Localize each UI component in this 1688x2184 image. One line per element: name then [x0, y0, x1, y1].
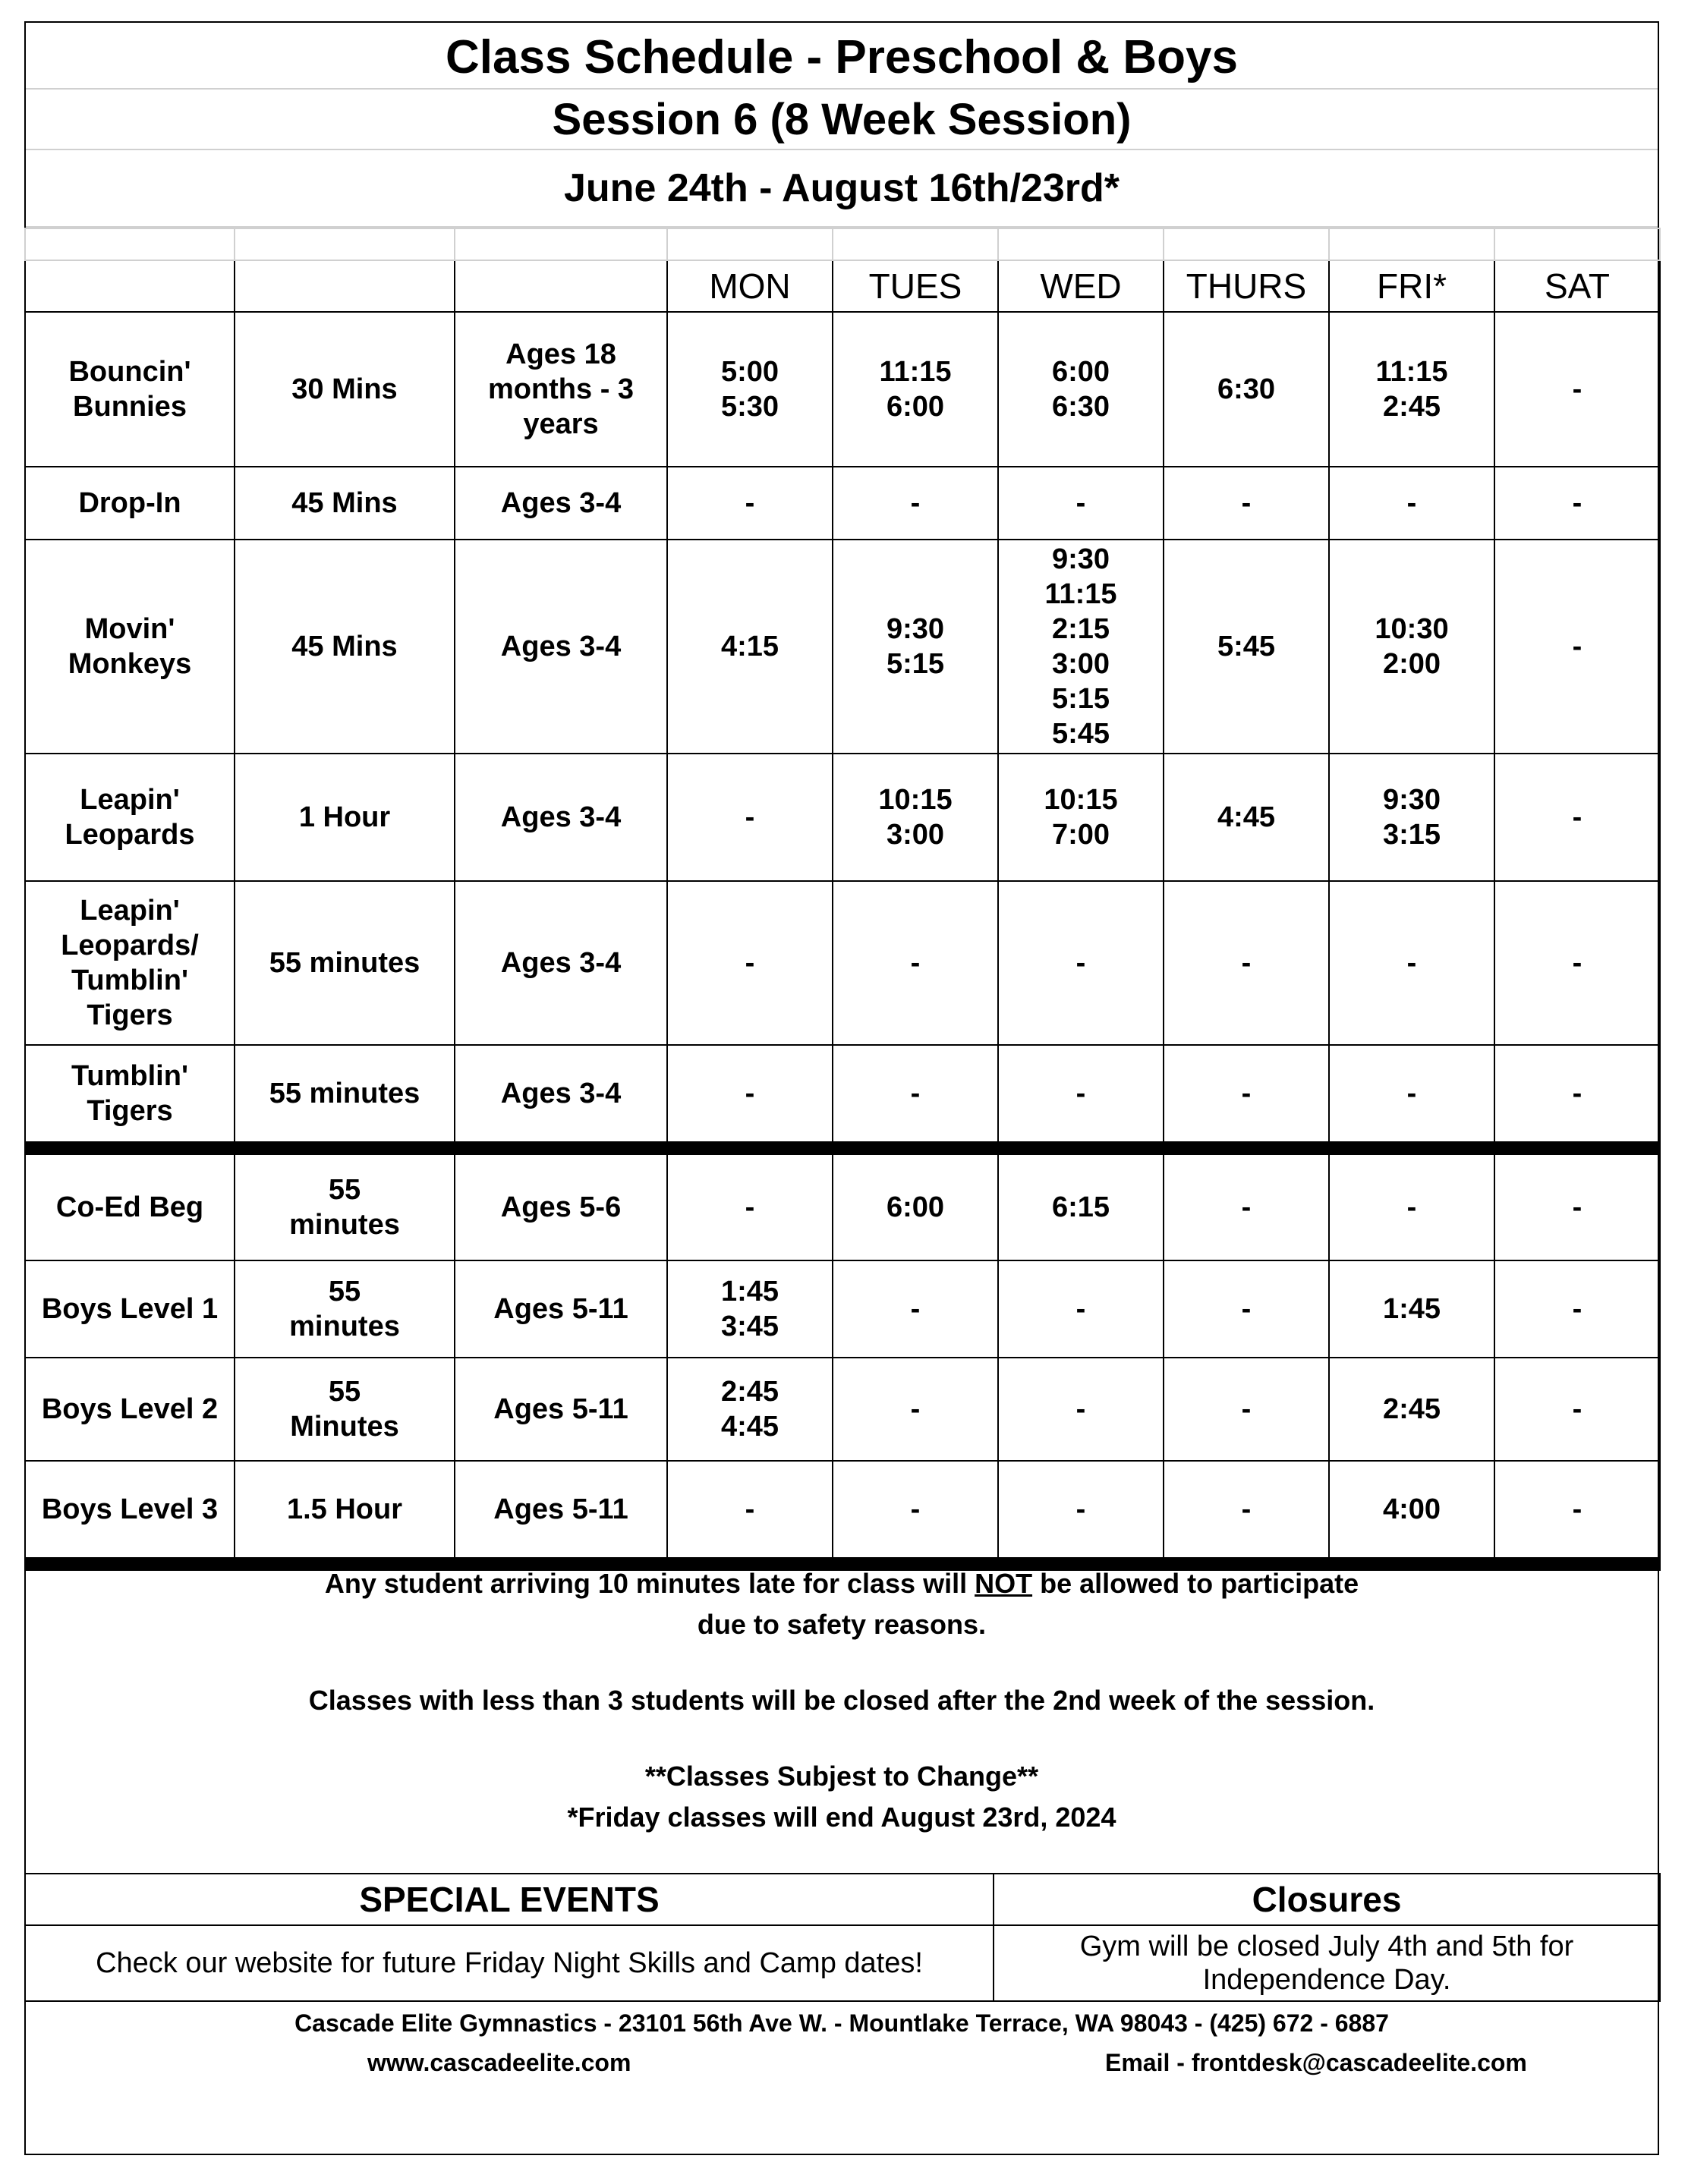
day-header-row — [25, 260, 1660, 312]
time-wed — [998, 540, 1164, 754]
class-ages — [455, 467, 667, 540]
cell-line: - — [1075, 1393, 1086, 1425]
cell-line: 2:00 — [1382, 648, 1441, 680]
cell-line: - — [1572, 1191, 1583, 1223]
cell-line: 55 — [328, 1174, 361, 1206]
time-fri — [1329, 1461, 1494, 1564]
cell-line: 2:15 — [1051, 613, 1110, 645]
cell-line: Tumblin' — [71, 1060, 188, 1092]
time-fri — [1329, 754, 1494, 881]
cell-line: 10:15 — [878, 784, 953, 816]
cell-line: Ages 5-11 — [493, 1393, 628, 1425]
special-events-heading: SPECIAL EVENTS — [25, 1874, 994, 1925]
cell-line: 1:45 — [720, 1276, 779, 1308]
cell-line: minutes — [289, 1311, 400, 1342]
time-sat — [1494, 1461, 1660, 1564]
cell-line: 3:45 — [720, 1311, 779, 1342]
cell-line: 4:15 — [720, 631, 779, 662]
cell-line: - — [1572, 1393, 1583, 1425]
time-thurs — [1164, 754, 1329, 881]
cell-line: - — [1075, 1493, 1086, 1525]
cell-line: - — [1406, 1078, 1417, 1109]
class-duration — [235, 1045, 455, 1148]
time-fri — [1329, 1045, 1494, 1148]
class-row — [25, 1461, 1660, 1564]
time-wed — [998, 1148, 1164, 1260]
cell-line: Leopards — [65, 819, 195, 851]
class-name — [25, 754, 235, 881]
cell-line: 2:45 — [720, 1376, 779, 1408]
time-wed — [998, 1358, 1164, 1461]
time-mon — [667, 467, 833, 540]
class-ages — [455, 754, 667, 881]
time-sat — [1494, 467, 1660, 540]
class-ages — [455, 1045, 667, 1148]
late-policy-line2: due to safety reasons. — [697, 1609, 987, 1640]
class-row — [25, 540, 1660, 754]
class-duration — [235, 1148, 455, 1260]
time-tues — [833, 1045, 998, 1148]
time-sat — [1494, 1260, 1660, 1358]
time-thurs — [1164, 1461, 1329, 1564]
time-wed — [998, 881, 1164, 1045]
cell-line: - — [1572, 1078, 1583, 1109]
cell-line: - — [745, 947, 755, 979]
cell-line: Ages 3-4 — [500, 801, 622, 833]
cell-line: - — [1572, 1493, 1583, 1525]
cell-line: 55 — [328, 1276, 361, 1308]
closures-text: Gym will be closed July 4th and 5th for Independence Day. — [994, 1925, 1660, 2001]
cell-line: 5:15 — [1051, 683, 1110, 715]
cell-line: 55 minutes — [269, 947, 420, 979]
cell-line: - — [1241, 1393, 1252, 1425]
cell-line: - — [910, 947, 921, 979]
cell-line: Minutes — [290, 1411, 399, 1443]
class-row — [25, 312, 1660, 467]
cell-line: 1:45 — [1382, 1293, 1441, 1325]
class-duration — [235, 467, 455, 540]
time-tues — [833, 1260, 998, 1358]
cell-line: - — [1075, 1293, 1086, 1325]
time-sat — [1494, 312, 1660, 467]
session-dates: June 24th - August 16th/23rd* — [26, 150, 1658, 228]
cell-line: - — [1406, 947, 1417, 979]
time-fri — [1329, 1358, 1494, 1461]
time-mon — [667, 540, 833, 754]
cell-line: - — [1241, 947, 1252, 979]
class-name — [25, 1260, 235, 1358]
cell-line: 6:30 — [1051, 391, 1110, 423]
day-header-wed: WED — [998, 260, 1164, 312]
class-ages — [455, 881, 667, 1045]
class-duration — [235, 540, 455, 754]
time-wed — [998, 754, 1164, 881]
subject-to-change-note: **Classes Subjest to Change** — [644, 1761, 1039, 1792]
page-title: Class Schedule - Preschool & Boys — [26, 23, 1658, 90]
time-sat — [1494, 1045, 1660, 1148]
time-fri — [1329, 1260, 1494, 1358]
cell-line: Ages 5-11 — [493, 1293, 628, 1325]
cell-line: Bunnies — [73, 391, 187, 423]
cell-line: 10:15 — [1044, 784, 1118, 816]
session-title: Session 6 (8 Week Session) — [26, 90, 1658, 150]
time-tues — [833, 881, 998, 1045]
day-header-sat: SAT — [1494, 260, 1660, 312]
cell-line: 5:15 — [886, 648, 945, 680]
class-name — [25, 467, 235, 540]
cell-line: - — [910, 1078, 921, 1109]
class-name — [25, 1148, 235, 1260]
cell-line: 3:15 — [1382, 819, 1441, 851]
cell-line: 45 Mins — [291, 487, 398, 519]
time-thurs — [1164, 1045, 1329, 1148]
time-thurs — [1164, 540, 1329, 754]
cell-line: 7:00 — [1051, 819, 1110, 851]
time-wed — [998, 467, 1164, 540]
cell-line: - — [1241, 487, 1252, 519]
late-policy: Any student arriving 10 minutes late for class will NOT be allowed to participate — [324, 1568, 1359, 1599]
cell-line: - — [745, 1493, 755, 1525]
website-link[interactable]: www.cascadeelite.com — [367, 2049, 631, 2076]
time-thurs — [1164, 467, 1329, 540]
time-mon — [667, 1045, 833, 1148]
cell-line: 55 — [328, 1376, 361, 1408]
events-table — [24, 1873, 1661, 2002]
class-row — [25, 881, 1660, 1045]
email-contact[interactable]: Email - frontdesk@cascadeelite.com — [1105, 2049, 1527, 2076]
time-mon — [667, 1461, 833, 1564]
cell-line: 3:00 — [1051, 648, 1110, 680]
time-fri — [1329, 467, 1494, 540]
time-mon — [667, 1148, 833, 1260]
cell-line: 2:45 — [1382, 1393, 1441, 1425]
cell-line: 9:30 — [1051, 543, 1110, 575]
class-name — [25, 1461, 235, 1564]
time-wed — [998, 1461, 1164, 1564]
schedule-table — [24, 228, 1661, 1571]
cell-line: 6:00 — [1051, 356, 1110, 388]
cell-line: 9:30 — [886, 613, 945, 645]
class-duration — [235, 1358, 455, 1461]
class-row — [25, 467, 1660, 540]
cell-line: 5:45 — [1051, 718, 1110, 750]
cell-line: 55 minutes — [269, 1078, 420, 1109]
time-fri — [1329, 540, 1494, 754]
cell-line: - — [910, 1393, 921, 1425]
class-name — [25, 1045, 235, 1148]
time-sat — [1494, 881, 1660, 1045]
minimum-enrollment-note: Classes with less than 3 students will be closed after the 2nd week of the session. — [308, 1685, 1375, 1716]
cell-line: 45 Mins — [291, 631, 398, 662]
special-events-text: Check our website for future Friday Night Skills and Camp dates! — [25, 1925, 994, 2001]
cell-line: Movin' — [84, 613, 175, 645]
time-sat — [1494, 1358, 1660, 1461]
cell-line: - — [1075, 487, 1086, 519]
day-header-tues: TUES — [833, 260, 998, 312]
class-name — [25, 540, 235, 754]
class-duration — [235, 1260, 455, 1358]
time-wed — [998, 312, 1164, 467]
time-wed — [998, 1260, 1164, 1358]
cell-line: years — [523, 408, 599, 440]
cell-line: 10:30 — [1375, 613, 1449, 645]
cell-line: 4:45 — [720, 1411, 779, 1443]
class-ages — [455, 1461, 667, 1564]
time-tues — [833, 467, 998, 540]
time-mon — [667, 754, 833, 881]
time-tues — [833, 540, 998, 754]
day-header-thurs: THURS — [1164, 260, 1329, 312]
cell-line: Leapin' — [80, 784, 180, 816]
cell-line: - — [745, 1191, 755, 1223]
class-row — [25, 1358, 1660, 1461]
cell-line: - — [1406, 1191, 1417, 1223]
class-ages — [455, 312, 667, 467]
class-duration — [235, 881, 455, 1045]
class-name — [25, 881, 235, 1045]
cell-line: Ages 3-4 — [500, 487, 622, 519]
cell-line: Ages 18 — [505, 338, 616, 370]
cell-line: Boys Level 2 — [41, 1393, 219, 1425]
cell-line: Leopards/ — [61, 930, 199, 961]
cell-line: Ages 3-4 — [500, 1078, 622, 1109]
cell-line: 5:00 — [720, 356, 779, 388]
class-ages — [455, 1148, 667, 1260]
cell-line: months - 3 — [487, 373, 635, 405]
gym-address: Cascade Elite Gymnastics - 23101 56th Ave W. - Mountlake Terrace, WA 98043 - (425) 672 - 6887 — [294, 2009, 1389, 2037]
cell-line: - — [1241, 1191, 1252, 1223]
cell-line: 11:15 — [1044, 578, 1117, 610]
cell-line: Tigers — [87, 999, 173, 1031]
time-mon — [667, 1358, 833, 1461]
time-thurs — [1164, 1148, 1329, 1260]
cell-line: Bouncin' — [68, 356, 191, 388]
closures-heading: Closures — [994, 1874, 1660, 1925]
cell-line: Monkeys — [68, 648, 192, 680]
time-mon — [667, 1260, 833, 1358]
cell-line: - — [1241, 1493, 1252, 1525]
time-tues — [833, 1461, 998, 1564]
class-name — [25, 1358, 235, 1461]
time-fri — [1329, 881, 1494, 1045]
day-header-mon: MON — [667, 260, 833, 312]
cell-line: - — [1572, 947, 1583, 979]
cell-line: 4:45 — [1217, 801, 1276, 833]
cell-line: 1 Hour — [298, 801, 391, 833]
cell-line: - — [1572, 801, 1583, 833]
cell-line: - — [1572, 631, 1583, 662]
cell-line: 9:30 — [1382, 784, 1441, 816]
cell-line: 11:15 — [1375, 356, 1448, 388]
cell-line: Tigers — [87, 1095, 173, 1127]
class-ages — [455, 1358, 667, 1461]
cell-line: - — [745, 1078, 755, 1109]
cell-line: Boys Level 3 — [41, 1493, 219, 1525]
cell-line: 11:15 — [879, 356, 952, 388]
time-tues — [833, 754, 998, 881]
cell-line: 2:45 — [1382, 391, 1441, 423]
cell-line: - — [910, 487, 921, 519]
class-duration — [235, 754, 455, 881]
time-mon — [667, 312, 833, 467]
cell-line: 4:00 — [1382, 1493, 1441, 1525]
cell-line: - — [1075, 1078, 1086, 1109]
cell-line: minutes — [289, 1209, 400, 1241]
cell-line: Tumblin' — [71, 965, 188, 996]
notes-section — [26, 1563, 1658, 1838]
class-row — [25, 1045, 1660, 1148]
cell-line: - — [1241, 1078, 1252, 1109]
cell-line: Ages 5-6 — [500, 1191, 622, 1223]
time-thurs — [1164, 1358, 1329, 1461]
class-row — [25, 754, 1660, 881]
cell-line: 6:30 — [1217, 373, 1276, 405]
cell-line: - — [1572, 487, 1583, 519]
time-sat — [1494, 754, 1660, 881]
cell-line: 6:15 — [1051, 1191, 1110, 1223]
cell-line: Leapin' — [80, 895, 180, 927]
cell-line: - — [910, 1493, 921, 1525]
class-row — [25, 1148, 1660, 1260]
spacer-row — [25, 228, 1660, 260]
cell-line: Ages 3-4 — [500, 631, 622, 662]
cell-line: Ages 3-4 — [500, 947, 622, 979]
cell-line: - — [1572, 1293, 1583, 1325]
friday-end-note: *Friday classes will end August 23rd, 2024 — [567, 1802, 1116, 1833]
time-fri — [1329, 1148, 1494, 1260]
cell-line: - — [1241, 1293, 1252, 1325]
time-tues — [833, 312, 998, 467]
cell-line: - — [910, 1293, 921, 1325]
cell-line: 1.5 Hour — [286, 1493, 403, 1525]
cell-line: - — [1572, 373, 1583, 405]
class-duration — [235, 312, 455, 467]
time-mon — [667, 881, 833, 1045]
schedule-sheet — [24, 21, 1659, 2155]
cell-line: 5:45 — [1217, 631, 1276, 662]
time-thurs — [1164, 881, 1329, 1045]
cell-line: - — [745, 801, 755, 833]
time-tues — [833, 1358, 998, 1461]
time-wed — [998, 1045, 1164, 1148]
cell-line: 30 Mins — [291, 373, 398, 405]
time-thurs — [1164, 312, 1329, 467]
cell-line: - — [1075, 947, 1086, 979]
cell-line: Boys Level 1 — [41, 1293, 219, 1325]
class-name — [25, 312, 235, 467]
cell-line: - — [1406, 487, 1417, 519]
time-sat — [1494, 1148, 1660, 1260]
class-row — [25, 1260, 1660, 1358]
time-fri — [1329, 312, 1494, 467]
cell-line: 3:00 — [886, 819, 945, 851]
cell-line: - — [745, 487, 755, 519]
class-ages — [455, 1260, 667, 1358]
cell-line: 6:00 — [886, 391, 945, 423]
cell-line: Ages 5-11 — [493, 1493, 628, 1525]
cell-line: Drop-In — [78, 487, 181, 519]
class-ages — [455, 540, 667, 754]
cell-line: 6:00 — [886, 1191, 945, 1223]
time-sat — [1494, 540, 1660, 754]
time-tues — [833, 1148, 998, 1260]
class-duration — [235, 1461, 455, 1564]
cell-line: 5:30 — [720, 391, 779, 423]
cell-line: Co-Ed Beg — [55, 1191, 204, 1223]
day-header-fri: FRI* — [1329, 260, 1494, 312]
time-thurs — [1164, 1260, 1329, 1358]
